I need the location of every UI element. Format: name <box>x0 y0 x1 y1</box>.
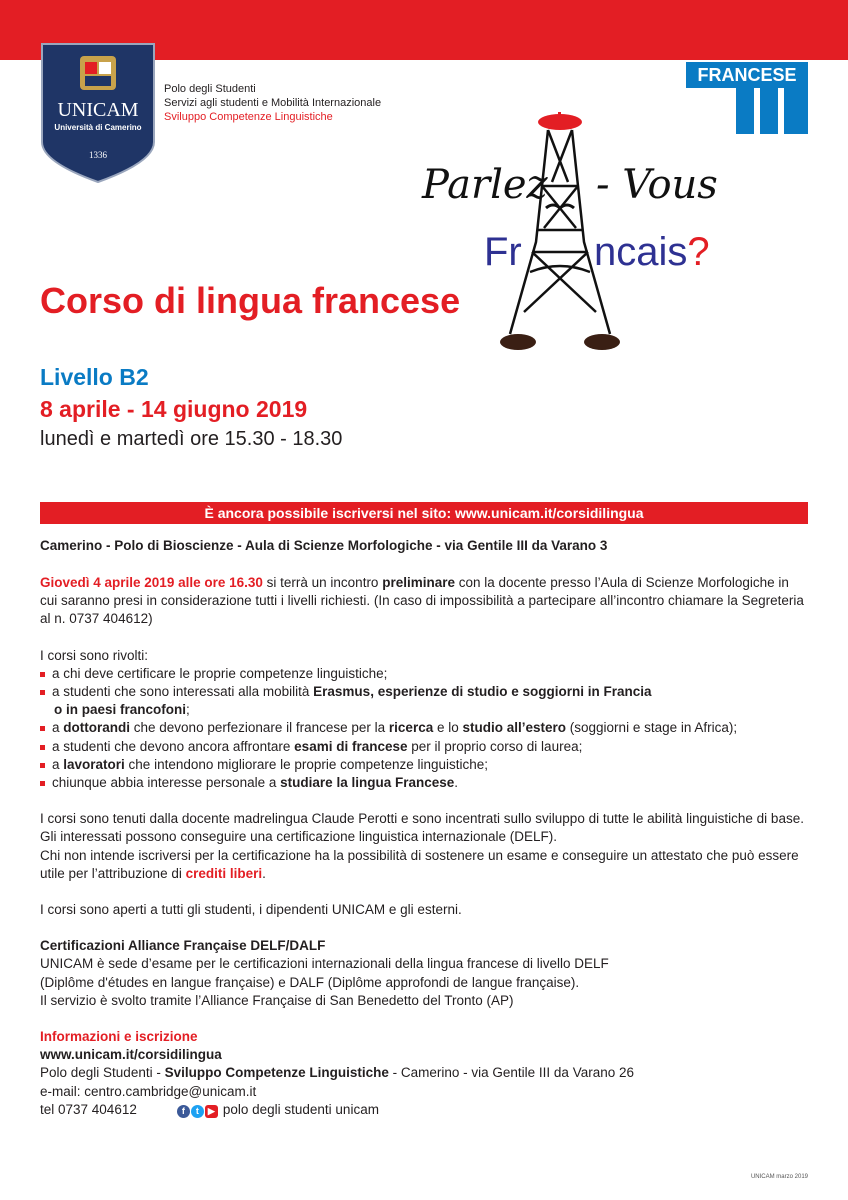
info-heading: Informazioni e iscrizione <box>40 1029 198 1045</box>
course-dates: 8 aprile - 14 giugno 2019 <box>40 396 308 422</box>
logo-subtitle: Università di Camerino <box>54 123 142 132</box>
enrollment-banner: È ancora possibile iscriversi nel sito: www.unicam.it/corsidilingua <box>40 502 808 524</box>
certifications-line: (Diplôme d'études en langue française) e DALF (Diplôme approfondi de langue française). <box>40 974 580 990</box>
list-item-text: a studenti che devono ancora affrontare <box>52 738 295 754</box>
list-item-text: e lo <box>433 720 463 736</box>
delf-paragraph: Gli interessati possono conseguire una certificazione linguistica internazionale (DELF). <box>40 829 558 845</box>
twitter-icon[interactable]: t <box>191 1105 204 1118</box>
list-item-bold: o in paesi francofoni <box>54 702 187 718</box>
list-item-text: (soggiorni e stage in Africa); <box>566 720 738 736</box>
course-schedule: lunedì e martedì ore 15.30 - 18.30 <box>40 428 343 450</box>
list-item-bold: esami di francese <box>294 738 408 754</box>
bullet-icon <box>40 745 45 750</box>
list-item-bold: lavoratori <box>63 756 125 772</box>
org-line-2: Servizi agli studenti e Mobilità Internazionale <box>164 97 382 109</box>
info-address <box>40 1064 808 1082</box>
certifications-line: UNICAM è sede d’esame per le certificazioni internazionali della lingua francese di livello DELF <box>40 956 609 972</box>
address-text: Polo degli Studenti - <box>40 1065 165 1081</box>
credits-highlight: crediti liberi <box>185 865 263 881</box>
bullet-icon <box>40 690 45 695</box>
list-item <box>40 756 808 774</box>
course-location: Camerino - Polo di Bioscienze - Aula di Scienze Morfologiche - via Gentile III da Varano 3 <box>40 538 608 553</box>
bullet-icon <box>40 672 45 677</box>
badge-bar <box>760 88 778 134</box>
bullet-icon <box>40 763 45 768</box>
list-item <box>40 738 808 756</box>
badge-bar <box>784 88 808 134</box>
target-heading: I corsi sono rivolti: <box>40 647 149 663</box>
list-item <box>40 774 808 792</box>
list-item-bold: studio all’estero <box>462 720 567 736</box>
teacher-paragraph: I corsi sono tenuti dalla docente madrelingua Claude Perotti e sono incentrati sullo sviluppo di tutte le abilità linguistiche di base. <box>40 811 804 827</box>
bullet-icon <box>40 726 45 731</box>
course-level: Livello B2 <box>40 364 149 390</box>
credits-text: . <box>262 865 266 881</box>
art-question-mark: ? <box>687 230 710 274</box>
list-item <box>40 665 808 683</box>
organization-info <box>164 82 381 124</box>
list-item-text: per il proprio corso di laurea; <box>407 738 583 754</box>
intro-paragraph <box>40 574 808 629</box>
list-item-text: ; <box>186 702 190 718</box>
unicam-shield-logo <box>40 42 156 184</box>
credits-paragraph <box>40 847 808 883</box>
certifications-heading: Certificazioni Alliance Française DELF/DALF <box>40 938 326 954</box>
art-ncais-text: ncais <box>594 230 688 274</box>
logo-name: UNICAM <box>57 99 139 121</box>
list-item <box>40 719 808 737</box>
art-vous: - Vous <box>596 162 718 208</box>
certifications-line: Il servizio è svolto tramite l’Alliance Française di San Benedetto del Tronto (AP) <box>40 992 514 1008</box>
info-url-link[interactable]: www.unicam.it/corsidilingua <box>40 1047 222 1063</box>
org-highlight: Sviluppo Competenze Linguistiche <box>164 111 333 123</box>
language-badge-label: FRANCESE <box>686 62 808 88</box>
list-item <box>40 683 808 719</box>
address-text: - Camerino - via Gentile III da Varano 26 <box>388 1065 634 1081</box>
list-item-text: . <box>454 775 459 791</box>
language-badge <box>686 62 808 134</box>
badge-bar <box>736 88 754 134</box>
logo-year: 1336 <box>89 150 107 160</box>
address-bold: Sviluppo Competenze Linguistiche <box>164 1065 389 1081</box>
info-contacts <box>40 1101 808 1120</box>
social-handle: polo degli studenti unicam <box>222 1101 379 1117</box>
open-to-paragraph: I corsi sono aperti a tutti gli studenti, i dipendenti UNICAM e gli esterni. <box>40 902 462 918</box>
list-item-bold: Erasmus, esperienze di studio e soggiorni in Francia <box>313 684 652 700</box>
youtube-icon[interactable]: ▶ <box>205 1105 218 1118</box>
art-fr: Fr <box>484 230 522 274</box>
meeting-date: Giovedì 4 aprile 2019 alle ore 16.30 <box>40 575 263 590</box>
list-item-bold: dottorandi <box>63 720 131 736</box>
intro-text: si terrà un incontro <box>262 575 383 590</box>
list-item-text: a <box>52 720 64 736</box>
facebook-icon[interactable]: f <box>177 1105 190 1118</box>
list-item-text: a studenti che sono interessati alla mobilità <box>52 684 314 700</box>
list-item-bold: studiare la lingua Francese <box>280 775 455 791</box>
info-email[interactable]: e-mail: centro.cambridge@unicam.it <box>40 1083 257 1099</box>
intro-bold: preliminare <box>382 575 455 590</box>
art-ncais <box>594 230 710 275</box>
art-parlez: Parlez <box>422 162 548 208</box>
social-icons <box>177 1101 219 1119</box>
info-phone: tel 0737 404612 <box>40 1101 137 1117</box>
main-content <box>40 574 808 1119</box>
list-item-bold: ricerca <box>388 720 434 736</box>
list-item-text: a <box>52 756 64 772</box>
bullet-icon <box>40 781 45 786</box>
intro-text: con la docente presso l’Aula di Scienze Morfologiche in cui saranno presi in considerazione tutti i livelli richiesti. (In caso di impossibilità a partecipare all’incontro chiamare la Segreteria al n. 0737 404612) <box>40 575 804 627</box>
page-title: Corso di lingua francese <box>40 280 461 321</box>
credits-text: Chi non intende iscriversi per la certificazione ha la possibilità di sostenere un esame e conseguire un attestato che può essere utile per l’attribuzione di <box>40 847 799 881</box>
list-item-text: a chi deve certificare le proprie competenze linguistiche; <box>52 665 388 681</box>
list-item-text: che intendono migliorare le proprie competenze linguistiche; <box>124 756 489 772</box>
footer-note: UNICAM marzo 2019 <box>750 1174 808 1180</box>
org-line-1: Polo degli Studenti <box>164 83 256 95</box>
list-item-text: chiunque abbia interesse personale a <box>52 775 281 791</box>
list-item-text: che devono perfezionare il francese per la <box>130 720 389 736</box>
target-list <box>40 665 808 792</box>
